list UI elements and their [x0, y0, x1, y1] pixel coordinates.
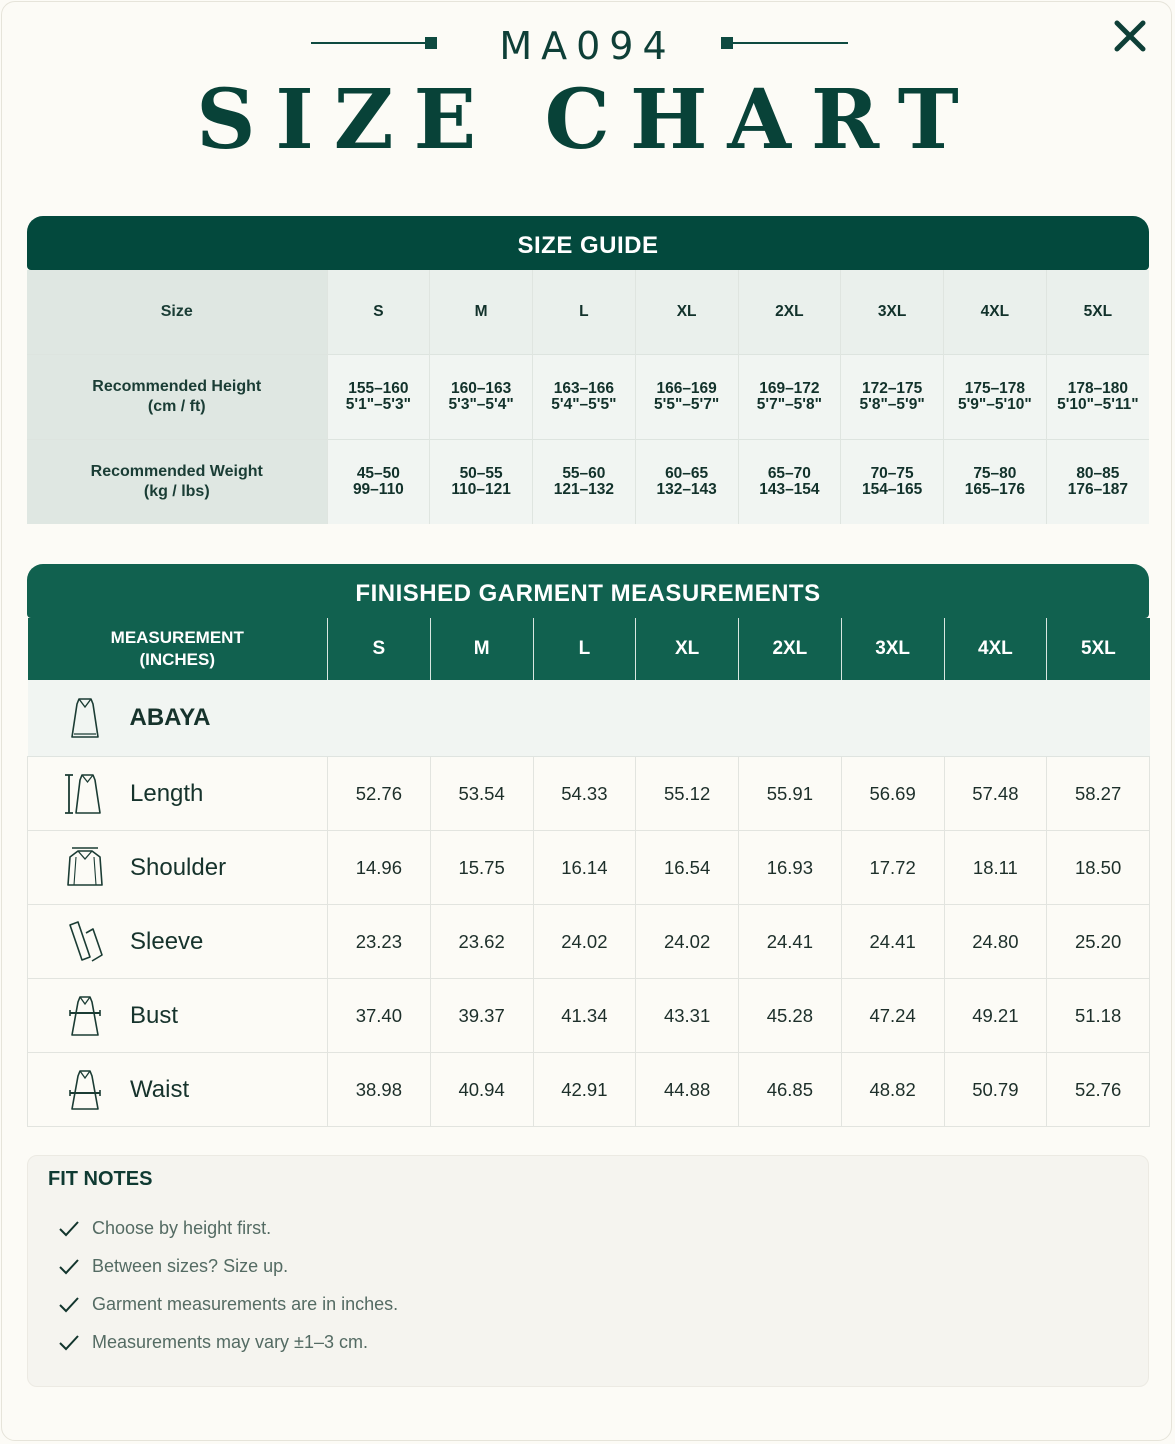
measurement-value: 14.96 [328, 831, 431, 905]
measurement-value: 24.02 [533, 905, 636, 979]
measurement-name-cell [28, 831, 328, 905]
measurement-value: 58.27 [1047, 757, 1150, 831]
shoulder-icon [62, 845, 108, 891]
weight-label [27, 440, 327, 525]
size-header: XL [636, 618, 739, 680]
checkmark-icon [58, 1331, 80, 1353]
measurement-name-cell [28, 905, 328, 979]
section-row-abaya [28, 680, 1150, 757]
fit-note-item [58, 1327, 368, 1357]
fit-note-text: Between sizes? Size up. [92, 1255, 289, 1276]
size-guide-table [27, 270, 1149, 524]
size-header: 2XL [739, 618, 842, 680]
bust-icon [62, 993, 108, 1039]
measurement-value: 45.28 [739, 979, 842, 1053]
size-cell: M [430, 270, 533, 355]
weight-cell: 70–75 154–165 [841, 440, 944, 525]
measurement-value: 38.98 [328, 1053, 431, 1127]
size-cell: 5XL [1046, 270, 1149, 355]
size-header: 5XL [1047, 618, 1150, 680]
measurement-row-waist [28, 1053, 1150, 1127]
size-cell: S [327, 270, 430, 355]
sleeve-icon [62, 919, 108, 965]
height-cell: 155–160 5'1"–5'3" [327, 355, 430, 440]
measurement-value: 17.72 [841, 831, 944, 905]
size-guide-title: SIZE GUIDE [27, 216, 1149, 270]
measurement-value: 56.69 [841, 757, 944, 831]
measurement-name-cell [28, 979, 328, 1053]
height-label [27, 355, 327, 440]
measurement-value: 16.54 [636, 831, 739, 905]
height-label-line2: (cm / ft) [147, 398, 206, 415]
fit-note-item [58, 1251, 288, 1281]
checkmark-icon [58, 1293, 80, 1315]
measurement-value: 24.02 [636, 905, 739, 979]
measurement-value: 50.79 [944, 1053, 1047, 1127]
measurement-value: 42.91 [533, 1053, 636, 1127]
measurement-name: Length [130, 779, 204, 807]
fit-note-text: Choose by height first. [92, 1217, 272, 1238]
size-header: 3XL [841, 618, 944, 680]
weight-cell: 80–85 176–187 [1046, 440, 1149, 525]
checkmark-icon [58, 1217, 80, 1239]
section-title: ABAYA [129, 704, 211, 731]
fit-note-item [58, 1289, 398, 1319]
weight-label-line1: Recommended Weight [90, 463, 263, 480]
measurement-value: 15.75 [430, 831, 533, 905]
measurement-value: 55.12 [636, 757, 739, 831]
measurement-value: 23.62 [430, 905, 533, 979]
measurement-value: 52.76 [328, 757, 431, 831]
measurements-table [27, 618, 1150, 1127]
weight-cell: 75–80 165–176 [944, 440, 1047, 525]
fit-notes-title: FIT NOTES [48, 1168, 153, 1190]
measurement-value: 24.41 [739, 905, 842, 979]
measurement-value: 51.18 [1047, 979, 1150, 1053]
product-code-row [0, 24, 1175, 68]
size-header: L [533, 618, 636, 680]
weight-row [27, 440, 1149, 525]
measurement-name: Shoulder [130, 853, 227, 881]
size-header: 4XL [944, 618, 1047, 680]
measurement-value: 55.91 [739, 757, 842, 831]
page-title: SIZE CHART [196, 72, 979, 168]
checkmark-icon [58, 1255, 80, 1277]
fit-note-item [58, 1213, 271, 1243]
measurement-value: 48.82 [841, 1053, 944, 1127]
weight-cell: 65–70 143–154 [738, 440, 841, 525]
measurement-value: 52.76 [1047, 1053, 1150, 1127]
size-cell: XL [635, 270, 738, 355]
abaya-icon [62, 695, 108, 741]
weight-cell: 50–55 110–121 [430, 440, 533, 525]
size-row [27, 270, 1149, 355]
measurement-value: 57.48 [944, 757, 1047, 831]
size-header: M [430, 618, 533, 680]
measurement-name: Bust [130, 1001, 179, 1029]
measurement-value: 23.23 [328, 905, 431, 979]
measurement-value: 16.14 [533, 831, 636, 905]
height-cell: 160–163 5'3"–5'4" [430, 355, 533, 440]
measurement-name: Sleeve [130, 927, 204, 955]
measurement-value: 40.94 [430, 1053, 533, 1127]
height-cell: 175–178 5'9"–5'10" [944, 355, 1047, 440]
measurement-header: MEASUREMENT (INCHES) [28, 618, 328, 680]
height-cell: 163–166 5'4"–5'5" [533, 355, 636, 440]
measurement-row-bust [28, 979, 1150, 1053]
weight-cell: 55–60 121–132 [533, 440, 636, 525]
weight-cell: 60–65 132–143 [635, 440, 738, 525]
height-label-line1: Recommended Height [92, 378, 262, 395]
size-cell: 4XL [944, 270, 1047, 355]
decorative-line-right [730, 42, 848, 44]
measurement-name-cell [28, 1053, 328, 1127]
measurement-value: 24.80 [944, 905, 1047, 979]
size-cell: L [533, 270, 636, 355]
measurement-value: 18.11 [944, 831, 1047, 905]
measurement-value: 37.40 [328, 979, 431, 1053]
size-header: S [328, 618, 431, 680]
fit-notes [27, 1155, 1149, 1387]
size-label: Size [27, 270, 327, 355]
measurements-header-row [28, 618, 1150, 680]
measurement-value: 39.37 [430, 979, 533, 1053]
measurement-value: 41.34 [533, 979, 636, 1053]
measurement-name: Waist [130, 1075, 190, 1103]
measurement-row-shoulder [28, 831, 1150, 905]
measurements-title: FINISHED GARMENT MEASUREMENTS [27, 564, 1149, 618]
measurement-value: 53.54 [430, 757, 533, 831]
height-cell: 172–175 5'8"–5'9" [841, 355, 944, 440]
measurement-row-length [28, 757, 1150, 831]
size-cell: 2XL [738, 270, 841, 355]
measurement-value: 18.50 [1047, 831, 1150, 905]
weight-label-line2: (kg / lbs) [143, 483, 210, 500]
measurement-row-sleeve [28, 905, 1150, 979]
measurement-value: 46.85 [739, 1053, 842, 1127]
fit-note-text: Measurements may vary ±1–3 cm. [92, 1331, 368, 1352]
measurement-name-cell [28, 757, 328, 831]
measurement-value: 25.20 [1047, 905, 1150, 979]
measurement-value: 47.24 [841, 979, 944, 1053]
measurement-value: 43.31 [636, 979, 739, 1053]
measurement-value: 24.41 [841, 905, 944, 979]
length-icon [62, 771, 108, 817]
measurement-value: 44.88 [636, 1053, 739, 1127]
height-row [27, 355, 1149, 440]
measurement-value: 49.21 [944, 979, 1047, 1053]
waist-icon [62, 1067, 108, 1113]
measurement-value: 16.93 [739, 831, 842, 905]
height-cell: 166–169 5'5"–5'7" [635, 355, 738, 440]
weight-cell: 45–50 99–110 [327, 440, 430, 525]
size-cell: 3XL [841, 270, 944, 355]
fit-note-text: Garment measurements are in inches. [92, 1293, 399, 1314]
product-code: MA094 [499, 24, 676, 68]
height-cell: 169–172 5'7"–5'8" [738, 355, 841, 440]
measurement-value: 54.33 [533, 757, 636, 831]
height-cell: 178–180 5'10"–5'11" [1046, 355, 1149, 440]
